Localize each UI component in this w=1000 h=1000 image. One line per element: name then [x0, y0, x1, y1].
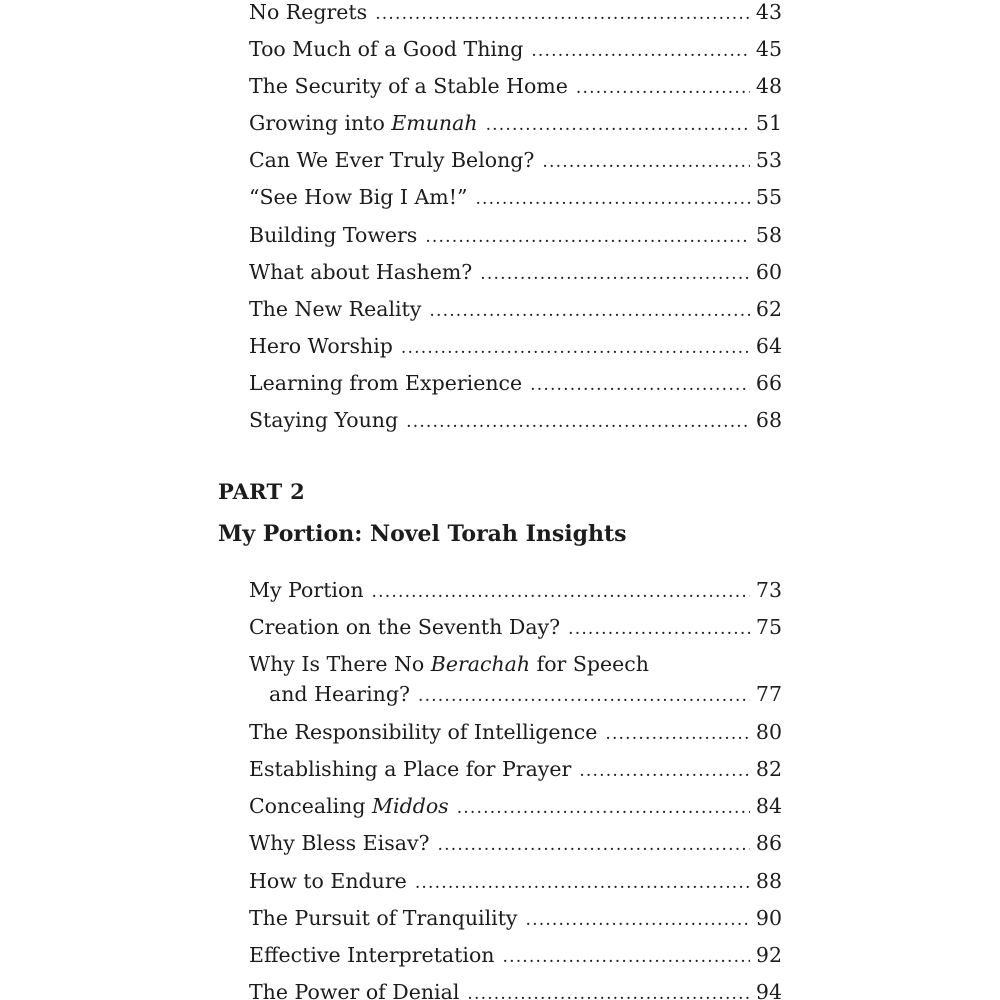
toc-list-part-1 [249, 0, 782, 434]
toc-entry-page: 62 [755, 296, 782, 321]
toc-entry-title: “See How Big I Am!” [249, 185, 468, 210]
dot-leader [457, 793, 750, 823]
toc-entry-page: 51 [755, 111, 782, 136]
toc-entry[interactable] [249, 969, 782, 1000]
dot-leader [486, 110, 750, 140]
toc-entry-page: 94 [755, 979, 782, 1000]
toc-entry[interactable] [249, 0, 782, 26]
part-label: PART 2 [218, 479, 305, 504]
toc-entry-page: 64 [755, 333, 782, 358]
toc-list-part-2 [249, 567, 782, 1000]
dot-leader [372, 577, 750, 607]
toc-entry-title: No Regrets [249, 0, 368, 24]
toc-entry-title: How to Endure [249, 868, 407, 893]
toc-entry-page: 43 [755, 0, 782, 24]
toc-entry-title: Staying Young [249, 408, 399, 433]
toc-entry-page: 53 [755, 148, 782, 173]
toc-entry-title-plain: Growing into [249, 111, 392, 136]
toc-entry[interactable] [249, 137, 782, 174]
toc-entry-title-after: for Speech [530, 652, 649, 677]
toc-entry-title-plain: Concealing [249, 794, 373, 819]
toc-entry-page: 68 [755, 408, 782, 433]
toc-entry-page: 80 [755, 720, 782, 745]
dot-leader [568, 614, 750, 644]
toc-entry-page: 88 [755, 868, 782, 893]
dot-leader [530, 370, 750, 400]
dot-leader [503, 942, 750, 972]
toc-entry-title-italic: Middos [372, 794, 449, 819]
toc-entry-page: 45 [755, 37, 782, 62]
toc-entry[interactable] [249, 567, 782, 604]
toc-entry[interactable] [249, 820, 782, 857]
toc-entry-title: Establishing a Place for Prayer [249, 757, 572, 782]
toc-entry[interactable] [249, 932, 782, 969]
dot-leader [605, 719, 750, 749]
toc-entry-title: Building Towers [249, 222, 418, 247]
toc-entry-page: 48 [755, 74, 782, 99]
dot-leader [576, 73, 750, 103]
toc-entry-title: Creation on the Seventh Day? [249, 615, 561, 640]
dot-leader [418, 681, 750, 711]
dot-leader [480, 259, 750, 289]
toc-entry-title-italic: Berachah [430, 652, 531, 677]
toc-entry-title [249, 649, 649, 679]
dot-leader [401, 333, 750, 363]
toc-entry-title: Effective Interpretation [249, 942, 495, 967]
toc-entry[interactable] [249, 212, 782, 249]
toc-entry[interactable] [249, 641, 782, 709]
toc-entry-title: Hero Worship [249, 333, 393, 358]
toc-entry[interactable] [249, 746, 782, 783]
toc-entry-page: 92 [755, 942, 782, 967]
toc-entry-page: 77 [755, 682, 782, 707]
toc-entry-title: The Power of Denial [249, 979, 460, 1000]
toc-entry-title: The New Reality [249, 296, 422, 321]
part-title: My Portion: Novel Torah Insights [218, 521, 627, 547]
dot-leader [467, 979, 750, 1000]
toc-entry[interactable] [249, 360, 782, 397]
toc-entry-title: Why Bless Eisav? [249, 831, 430, 856]
toc-entry-title: My Portion [249, 578, 364, 602]
toc-entry-title: The Security of a Stable Home [249, 74, 568, 99]
toc-entry-title: Too Much of a Good Thing [249, 37, 524, 62]
toc-entry[interactable] [249, 858, 782, 895]
dot-leader [415, 868, 750, 898]
dot-leader [429, 296, 750, 326]
toc-entry[interactable] [249, 895, 782, 932]
toc-entry-page: 55 [755, 185, 782, 210]
dot-leader [579, 756, 750, 786]
toc-entry-page: 75 [755, 615, 782, 640]
toc-entry-title-line2: and Hearing? [269, 682, 410, 707]
toc-entry[interactable] [249, 397, 782, 434]
toc-entry-title [249, 108, 478, 138]
toc-entry-page: 60 [755, 259, 782, 284]
toc-entry-page: 82 [755, 757, 782, 782]
dot-leader [475, 184, 749, 214]
toc-entry[interactable] [249, 783, 782, 820]
toc-entry-page: 73 [755, 578, 782, 602]
toc-entry-page: 58 [755, 222, 782, 247]
toc-entry-title: Can We Ever Truly Belong? [249, 148, 535, 173]
toc-entry[interactable] [249, 174, 782, 211]
toc-entry[interactable] [249, 100, 782, 137]
toc-entry-title-plain: Why Is There No [249, 652, 431, 677]
toc-entry[interactable] [249, 249, 782, 286]
toc-entry-title: Learning from Experience [249, 370, 523, 395]
toc-entry-title [249, 791, 449, 821]
dot-leader [438, 830, 750, 860]
toc-entry[interactable] [249, 63, 782, 100]
dot-leader [526, 905, 750, 935]
toc-entry-page: 84 [755, 794, 782, 819]
toc-entry-title: The Pursuit of Tranquility [249, 905, 518, 930]
dot-leader [531, 36, 750, 66]
toc-entry-title: What about Hashem? [249, 259, 473, 284]
toc-entry-title: The Responsibility of Intelligence [249, 720, 598, 745]
toc-entry-page: 66 [755, 370, 782, 395]
dot-leader [425, 222, 750, 252]
dot-leader [542, 147, 749, 177]
dot-leader [406, 407, 750, 437]
toc-entry[interactable] [249, 709, 782, 746]
dot-leader [375, 0, 750, 29]
toc-entry[interactable] [249, 286, 782, 323]
toc-entry[interactable] [249, 323, 782, 360]
toc-entry[interactable] [249, 26, 782, 63]
toc-entry-page: 90 [755, 905, 782, 930]
toc-entry-title-italic: Emunah [391, 111, 478, 136]
toc-entry[interactable] [249, 604, 782, 641]
toc-entry-page: 86 [755, 831, 782, 856]
